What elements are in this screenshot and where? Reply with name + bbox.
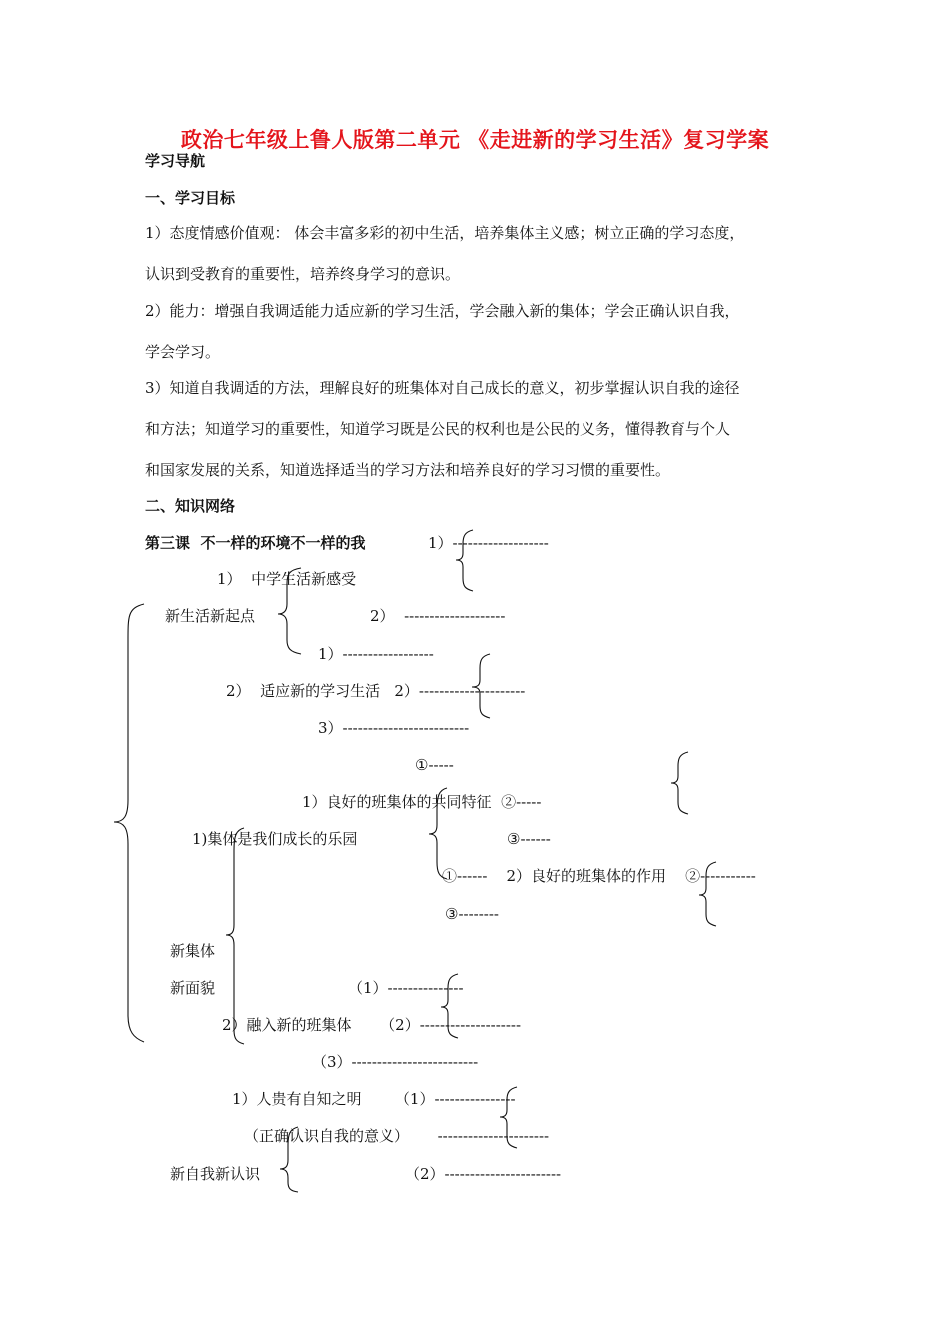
goal-3-line-a: 3）知道自我调适的方法，理解良好的班集体对自己成长的意义，初步掌握认识自我的途径 (145, 379, 740, 397)
network-node: 新生活新起点 (165, 607, 256, 625)
goal-3-line-b: 和方法；知道学习的重要性，知道学习既是公民的权利也是公民的义务，懂得教育与个人 (145, 420, 731, 438)
network-item: 1）良好的班集体的共同特征 ②----- (302, 793, 542, 811)
network-item: 1）------------------- (428, 534, 549, 552)
network-item: ①------ 2）良好的班集体的作用 ②----------- (442, 867, 756, 885)
goal-2-line-a: 2）能力：增强自我调适能力适应新的学习生活，学会融入新的集体；学会正确认识自我， (145, 302, 740, 320)
section-goals-heading: 一、学习目标 (145, 189, 236, 207)
network-node: 1)集体是我们成长的乐园 (192, 830, 358, 848)
network-item: 1）------------------ (318, 645, 434, 663)
network-node: 新集体 (170, 942, 216, 960)
network-item: 1）人贵有自知之明 （1）---------------- (232, 1090, 516, 1108)
goal-1-line-a: 1）态度情感价值观： 体会丰富多彩的初中生活，培养集体主义感；树立正确的学习态度， (145, 224, 745, 242)
network-item: （2）----------------------- (405, 1165, 562, 1183)
network-item: 2）融入新的班集体 （2）-------------------- (222, 1016, 522, 1034)
goal-3-line-c: 和国家发展的关系，知道选择适当的学习方法和培养良好的学习习惯的重要性。 (145, 461, 671, 479)
network-item: 2） -------------------- (370, 607, 506, 625)
network-item: ①----- (415, 756, 454, 774)
network-node: 新面貌 (170, 979, 216, 997)
document-title: 政治七年级上鲁人版第二单元 《走进新的学习生活》复习学案 (180, 128, 770, 152)
network-item: （1）--------------- (348, 979, 464, 997)
network-item: 3）------------------------- (318, 719, 470, 737)
guide-heading: 学习导航 (145, 152, 206, 170)
lesson-3-heading: 第三课 不一样的环境不一样的我 (145, 534, 366, 552)
network-item: （3）------------------------- (312, 1053, 479, 1071)
brace (226, 828, 244, 1044)
network-node: 新自我新认识 (170, 1165, 261, 1183)
network-item: 2） 适应新的学习生活 2）--------------------- (226, 682, 526, 700)
brace (671, 752, 688, 814)
brace (114, 604, 144, 1042)
goal-1-line-b: 认识到受教育的重要性，培养终身学习的意识。 (145, 265, 461, 283)
network-item: 1） 中学生活新感受 (217, 570, 357, 588)
goal-2-line-b: 学会学习。 (145, 343, 221, 361)
section-network-heading: 二、知识网络 (145, 497, 236, 515)
network-item: （正确认识自我的意义） ---------------------- (244, 1127, 550, 1145)
network-item: ③------ (507, 830, 551, 848)
network-item: ③-------- (445, 905, 499, 923)
